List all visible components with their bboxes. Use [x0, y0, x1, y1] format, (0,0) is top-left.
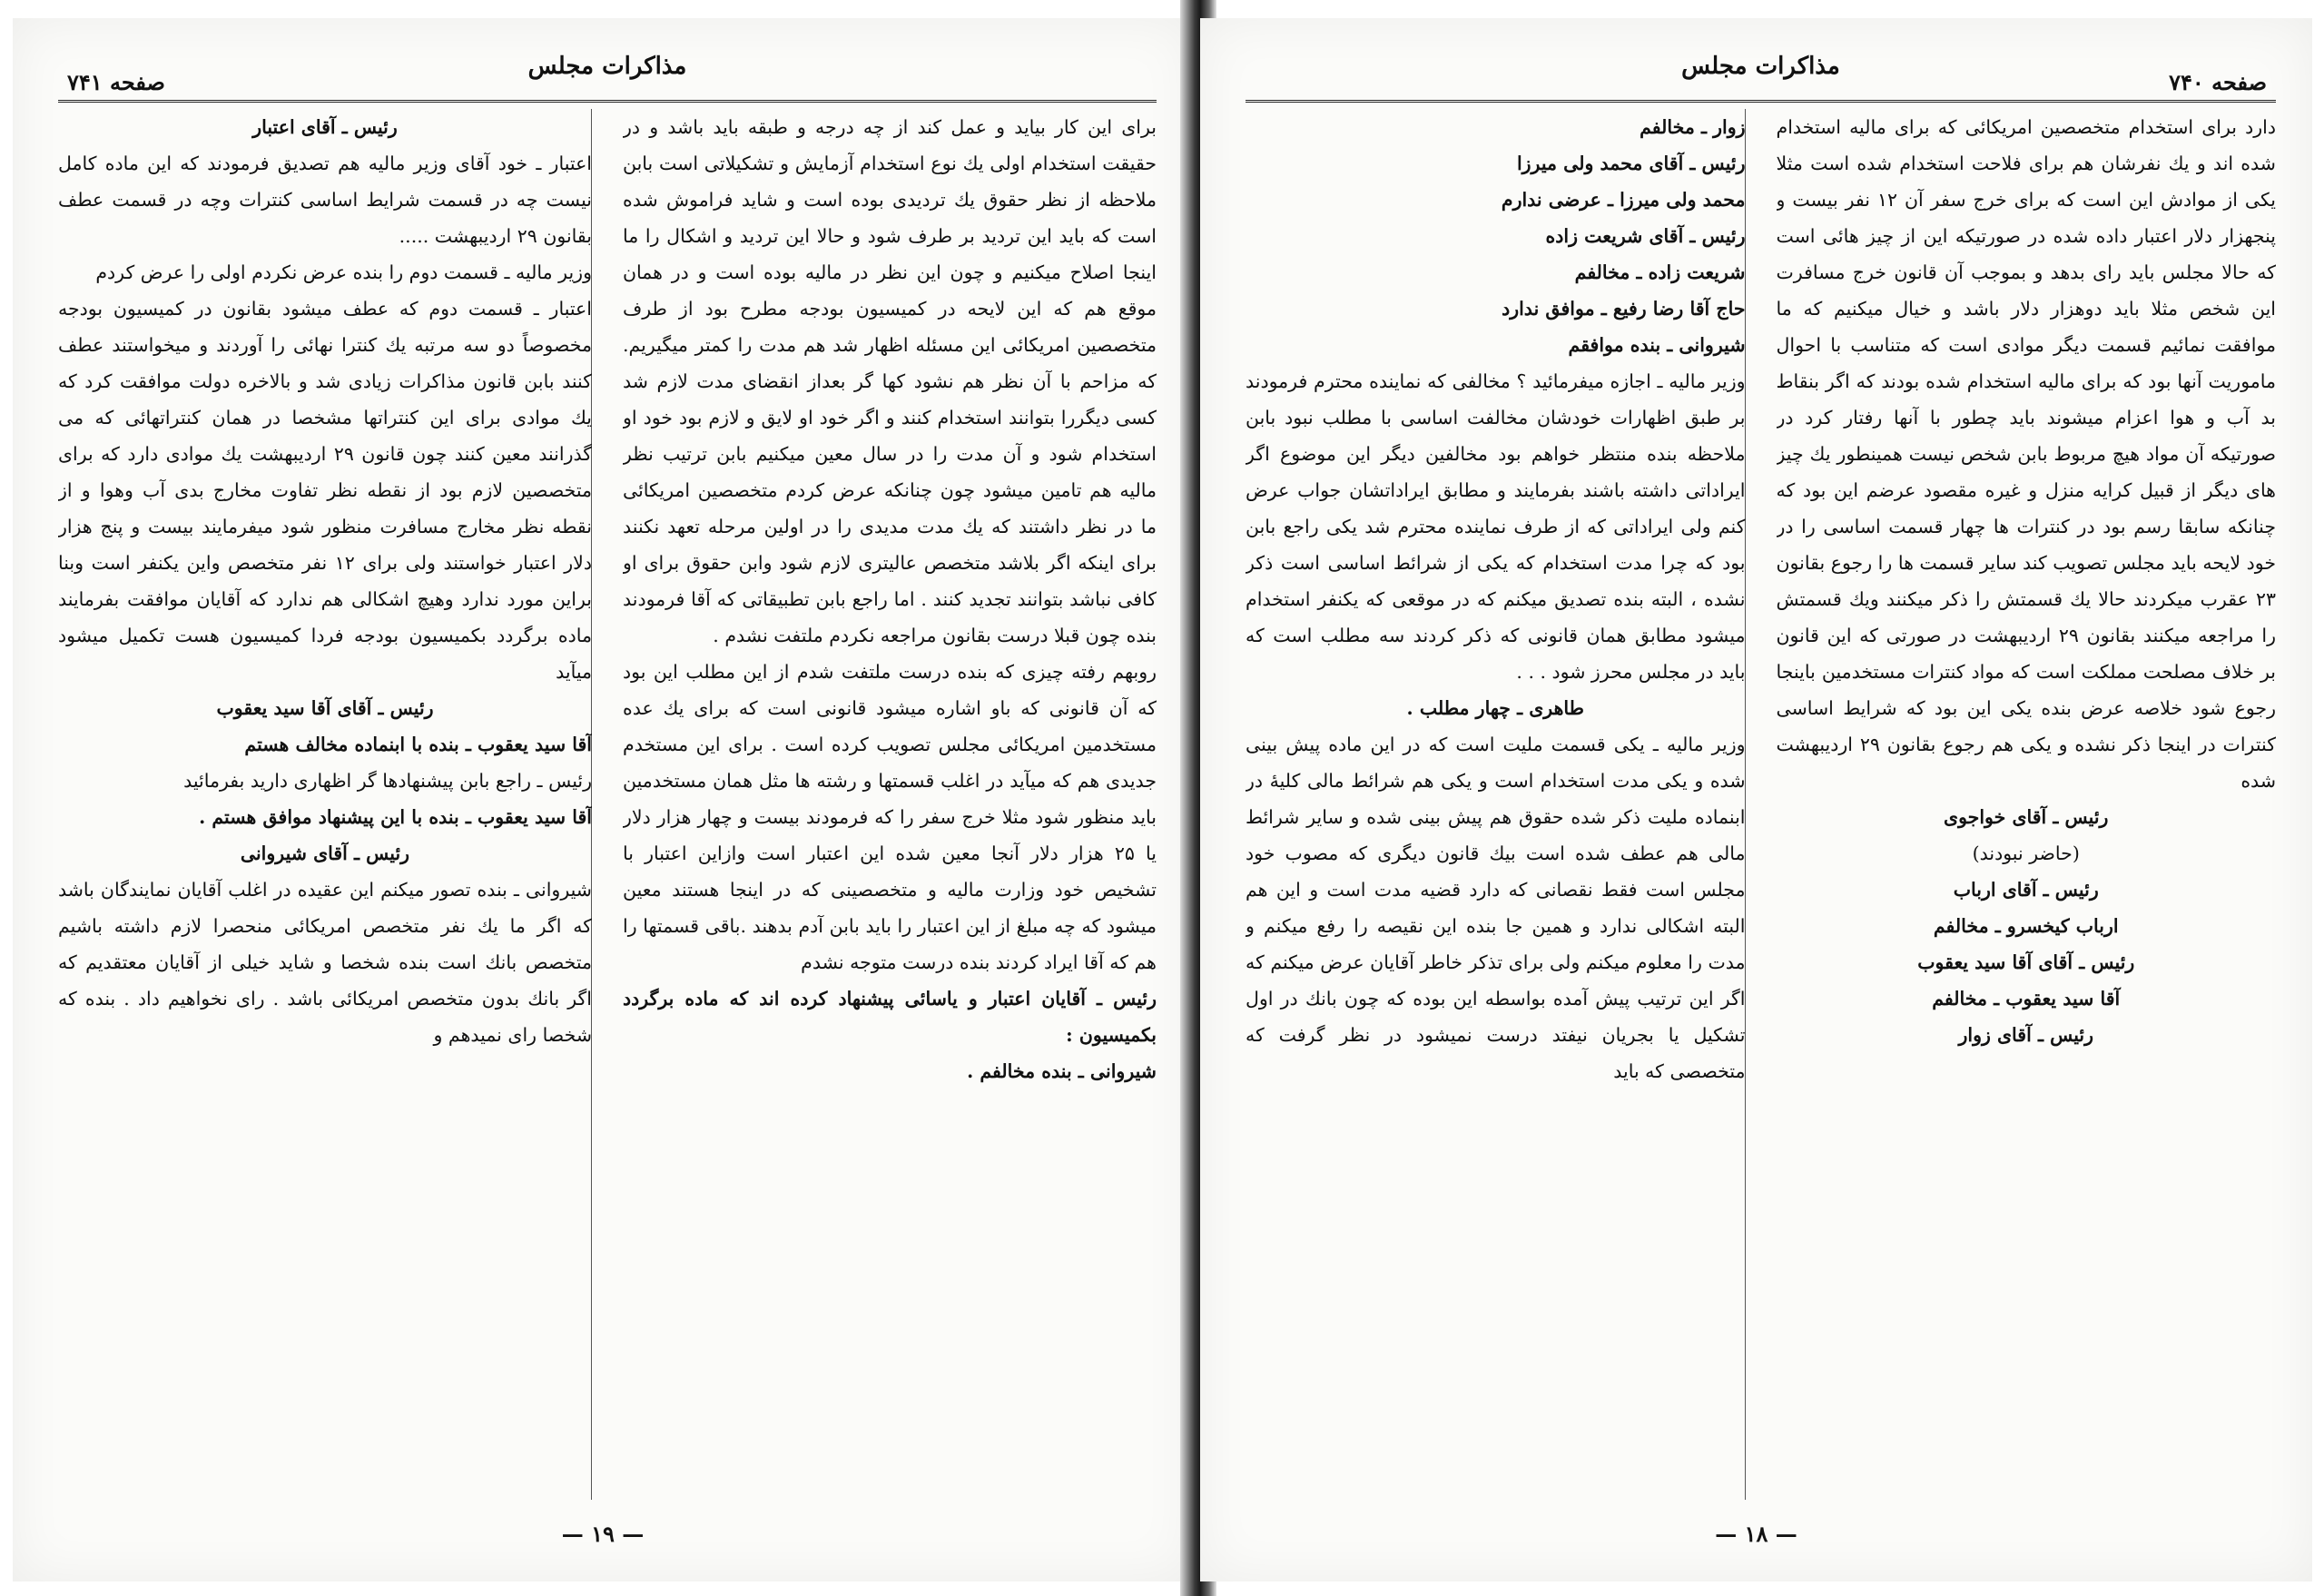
speaker-line: محمد ولی میرزا ـ عرضی ندارم	[1501, 189, 1746, 211]
paragraph: شیروانی ـ بنده مخالفم .	[967, 1060, 1157, 1082]
paragraph: روبهم رفته چیزی که بنده درست ملتفت شدم از این مطلب این بود که آن قانونی که باو اشاره میشود قانونی است که برای یك عده مستخدمین امریکائی مجلس تصویب کرده است . برای این مستخدم جدیدی هم که میآید در اغلب قسمتها و رشته ها مثل همان مستخدمین باید منظور شود مثلا خرج سفر را که فرمودند بیست و چهار هزار دلار یا ۲۵ هزار دلار آنجا معین شده این اعتبار است وازاین اعتبار با تشخیص خود وزارت مالیه و متخصصینی که در اینجا هستند معین میشود که چه مبلغ از این اعتبار را باید بابن آدم بدهند .باقی قسمتها را هم که آقا ایراد کردند بنده درست متوجه نشدم	[623, 661, 1157, 973]
paragraph: رئیس ـ راجع بابن پیشنهادها گر اظهاری دارید بفرمائید	[183, 770, 592, 792]
paragraph: برای این کار بیاید و عمل کند از چه درجه و طبقه باید باشد و در حقیقت استخدام اولی یك نوع استخدام آزمایش و تشکیلاتی است بابن ملاحظه از نظر حقوق یك تردیدی بوده است و شاید فراموش شده است که باید این تردید بر طرف شود و حالا این تردید و اشکال را ما اینجا اصلاح میکنیم و چون این نظر در مالیه بوده است و در همان موقع هم که این لایحه در کمیسیون بودجه مطرح بود از طرف متخصصین امریکائی این مسئله اظهار شد هم مدت را کمتر میگیریم. که مزاحم با آن نظر هم نشود کها گر بعداز انقضای مدت لازم شد کسی دیگررا بتوانند استخدام کنند و اگر خود او لایق و لازم بود خود او استخدام شود و آن مدت را در سال معین میکنیم بابن ترتیب نظر مالیه هم تامین میشود چون چنانکه عرض کردم متخصصین امریکائی ما در نظر داشتند که یك مدت مدیدی را در اولین مرحله تعهد نکنند برای اینکه اگر بلاشد متخصص عالیتری لازم شود وابن حقوق برای او کافی نباشد بتوانند تجدید کنند . اما راجع بابن تطبیقاتی که آقا فرمودند بنده چون قبلا درست بقانون مراجعه نکردم ملتفت نشدم .	[623, 116, 1157, 646]
speaker-line: حاج آقا رضا رفیع ـ موافق ندارد	[1502, 298, 1746, 320]
speaker-line: آقا سید یعقوب ـ مخالفم	[1932, 988, 2121, 1010]
page-footer: — ۱۸ —	[1715, 1521, 1797, 1547]
speaker-line: شیروانی ـ بنده موافقم	[1568, 334, 1746, 356]
speaker-line: رئیس ـ آقای زوار	[1958, 1024, 2094, 1046]
left-column	[1246, 109, 1746, 1500]
speaker-line: رئیس ـ آقای محمد ولی میرزا	[1516, 153, 1746, 174]
paragraph: وزیر مالیه ـ اجازه میفرمائید ؟ مخالفی که نماینده محترم فرمودند بر طبق اظهارات خودشان مخالفت اساسی با مطلب نبود بابن ملاحظه بنده منتظر خواهم بود مخالفین دیگر این موضوع اگر ایراداتی داشته باشند بفرمایند و مطابق ایراداتشان جواب عرض کنم ولی ایراداتی که از طرف نماینده محترم شد یکی راجع بابن بود که چرا مدت استخدام که یکی از شرائط اساسی است ذکر نشده ، البته بنده تصدیق میکنم که در موقعی که یکنفر استخدام میشود مطابق همان قانونی که ذکر کردند سه مطلب است که باید در مجلس محرز شود . . .	[1246, 370, 1746, 683]
speaker-line: طاهری ـ چهار مطلب .	[1406, 697, 1584, 719]
right-page	[1200, 18, 2312, 1581]
paragraph: دارد برای استخدام متخصصین امریکائی که برای مالیه استخدام شده اند و یك نفرشان هم برای فلاحت استخدام شده است مثلا یکی از موادش این است که برای خرج سفر آن ۱۲ نفر بیست و پنجهزار دلار اعتبار داده شده در صورتیکه این از چیز هائی است که حالا مجلس باید رای بدهد و بموجب آن قانون خرج مسافرت این شخص مثلا باید دوهزار دلار باشد و خیال میکنیم که ما موافقت نمائیم قسمت دیگر موادی است که متناسب با احوال ماموریت آنها بود که برای مالیه استخدام شده بودند که اگر بنقاط بد آب و هوا اعزام میشوند باید چطور با آنها رفتار کرد در صورتیکه آن مواد هیچ مربوط بابن شخص نیست همینطور یك چیز های دیگر از قبیل کرایه منزل و غیره مقصود عرضم این بود که چنانکه سابقا رسم بود در کنترات ها چهار قسمت اساسی را در خود لایحه باید مجلس تصویب کند سایر قسمت ها را رجوع بقانون ۲۳ عقرب میکردند حالا یك قسمتش را ذکر میکنند ویك قسمتش را مراجعه میکنند بقانون ۲۹ اردیبهشت در صورتی که این قانون بر خلاف مصلحت مملکت است که مواد کنترات مستخدمین باینجا رجوع شود خلاصه عرض بنده یکی این بود که شرایط اساسی کنترات در اینجا ذکر نشده و یکی هم رجوع بقانون ۲۹ اردیبهشت شده	[1776, 116, 2276, 792]
left-column	[58, 109, 592, 1500]
speaker-line: ارباب کیخسرو ـ مخالفم	[1933, 915, 2119, 937]
speaker-line: زوار ـ مخالفم	[1640, 116, 1746, 138]
text-columns	[58, 109, 1157, 1500]
right-column	[1777, 109, 2277, 1500]
paragraph: اعتبار ـ خود آقای وزیر مالیه هم تصدیق فرمودند که این ماده کامل نیست چه در قسمت شرایط اساسی کنترات وچه در قسمت عطف بقانون ۲۹ اردیبهشت .....	[58, 153, 592, 247]
paragraph: وزیر مالیه ـ یکی قسمت ملیت است که در این ماده پیش بینی شده و یکی مدت استخدام است و یکی هم شرائط مالی کلیهٔ در ابنماده ملیت ذکر شده حقوق هم پیش بینی شده و سایر شرائط مالی هم عطف شده است بیك قانون دیگری که مصوب خود مجلس است فقط نقصانی که دارد قضیه مدت است و این هم البته اشکالی ندارد و همین جا بنده این نقیصه را رفع میکنم و مدت را معلوم میکنم ولی برای تذکر خاطر آقایان عرض میکنم که اگر این ترتیب پیش آمده بواسطه این بوده که چون بانك در اول تشکیل یا بجریان نیفتد درست نمیشود در نظر گرفت که متخصصی که باید	[1246, 734, 1746, 1082]
speaker-line: آقا سید یعقوب ـ بنده با این پیشنهاد موافق هستم .	[199, 806, 592, 828]
right-column	[623, 109, 1157, 1500]
page-title: مذاکرات مجلس	[1681, 53, 1840, 80]
speaker-line: آقا سید یعقوب ـ بنده با ابنماده مخالف هستم	[244, 734, 592, 755]
paragraph: اعتبار ـ قسمت دوم که عطف میشود بقانون در کمیسیون بودجه مخصوصاً دو سه مرتبه یك کنترا نهائی را آوردند و میخواستند عطف کنند بابن قانون مذاکرات زیادی شد و بالاخره دولت موافقت کرد که یك موادی برای این کنتراتها مشخصا در همان کنتراتهائی که می گذرانند معین کنند چون قانون ۲۹ اردیبهشت یك موادی دارد که برای متخصصین لازم بود از نقطه نظر تفاوت مخارج بدی آب وهوا و از نقطه نظر مخارج مسافرت منظور شود میفرمایند بیست و پنج هزار دلار اعتبار خواستند ولی برای ۱۲ نفر متخصص واین یکنفر است وبنا براین مورد ندارد وهیچ اشکالی هم ندارد که آقایان موافقت بفرمایند ماده برگردد بکمیسیون بودجه فردا کمیسیون هست تکمیل میشود میآید	[58, 298, 592, 683]
speaker-line: رئیس ـ آقای اعتبار	[252, 116, 398, 138]
speaker-line: شریعت زاده ـ مخالفم	[1574, 261, 1746, 283]
stage-note: (حاضر نبودند)	[1972, 842, 2080, 864]
left-page	[13, 18, 1193, 1581]
speaker-line: رئیس ـ آقای آقا سید یعقوب	[1917, 951, 2135, 973]
speaker-line: رئیس ـ آقای شریعت زاده	[1545, 225, 1746, 247]
speaker-line: رئیس ـ آقای شیروانی	[240, 842, 410, 864]
speaker-line: رئیس ـ آقای خواجوی	[1944, 806, 2109, 828]
page-header	[1246, 45, 2276, 103]
text-columns	[1246, 109, 2276, 1500]
page-header	[58, 45, 1157, 103]
page-number-label: صفحه ۷۴۱	[67, 69, 165, 95]
paragraph: شیروانی ـ بنده تصور میکنم این عقیده در اغلب آقایان نمایندگان باشد که اگر ما یك نفر متخصص امریکائی منحصرا لازم داشته باشیم متخصص بانك است بنده شخصا و شاید خیلی از آقایان معتقدیم که اگر بانك بدون متخصص امریکائی باشد . رای نخواهیم داد . بنده که شخصا رای نمیدهم و	[58, 879, 592, 1046]
page-footer: — ۱۹ —	[561, 1521, 645, 1547]
paragraph: رئیس ـ آقایان اعتبار و یاسائی پیشنهاد کرده اند که ماده برگردد بکمیسیون :	[623, 988, 1157, 1046]
page-number-label: صفحه ۷۴۰	[2169, 69, 2267, 95]
paragraph: وزیر مالیه ـ قسمت دوم را بنده عرض نکردم اولی را عرض کردم	[95, 261, 592, 283]
speaker-line: رئیس ـ آقای آقا سید یعقوب	[216, 697, 434, 719]
page-title: مذاکرات مجلس	[527, 53, 687, 80]
speaker-line: رئیس ـ آقای ارباب	[1953, 879, 2099, 901]
